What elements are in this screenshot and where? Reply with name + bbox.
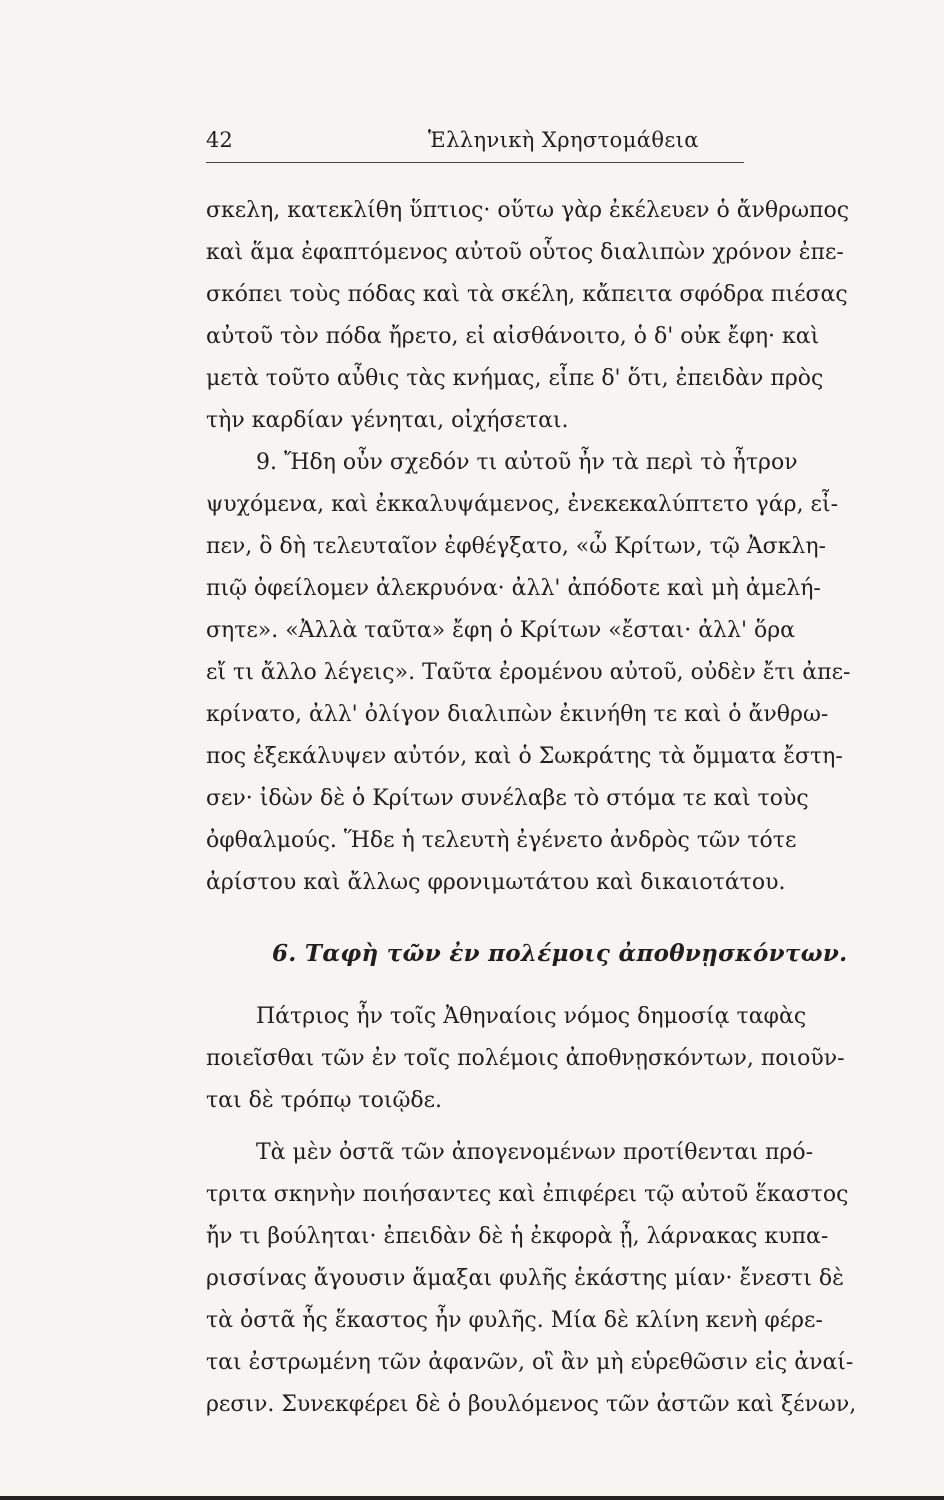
- text-line: αὐτοῦ τὸν πόδα ἤρετο, εἰ αἰσθάνοιτο, ὁ δ' οὐκ ἔφη· καὶ: [206, 324, 820, 349]
- text-line: σκελη, κατεκλίθη ὕπτιος· οὕτω γὰρ ἐκέλευεν ὁ ἄνθρωπος: [206, 198, 850, 223]
- text-line: κρίνατο, ἀλλ' ὀλίγον διαλιπὼν ἐκινήθη τε καὶ ὁ ἄνθρω-: [206, 702, 829, 727]
- section-heading: 6. Ταφὴ τῶν ἐν πολέμοις ἀποθνῃσκόντων.: [272, 940, 848, 967]
- text-line: πος ἐξεκάλυψεν αὐτόν, καὶ ὁ Σωκράτης τὰ ὄμματα ἔστη-: [206, 744, 843, 769]
- text-line: ται ἐστρωμένη τῶν ἀφανῶν, οἳ ἂν μὴ εὑρεθῶσιν εἰς ἀναί-: [206, 1350, 854, 1375]
- text-line: πεν, ὃ δὴ τελευταῖον ἐφθέγξατο, «ὦ Κρίτων, τῷ Ἀσκλη-: [206, 534, 826, 559]
- text-line: εἴ τι ἄλλο λέγεις». Ταῦτα ἐρομένου αὐτοῦ, οὐδὲν ἔτι ἀπε-: [206, 660, 851, 685]
- text-line: σκόπει τοὺς πόδας καὶ τὰ σκέλη, κἄπειτα σφόδρα πιέσας: [206, 282, 848, 307]
- page-bottom-edge: [0, 1496, 944, 1500]
- text-line: ἀρίστου καὶ ἄλλως φρονιμωτάτου καὶ δικαιοτάτου.: [206, 870, 786, 895]
- text-line: καὶ ἅμα ἐφαπτόμενος αὐτοῦ οὗτος διαλιπὼν χρόνον ἐπε-: [206, 240, 844, 265]
- text-line: πιῷ ὀφείλομεν ἀλεκρυόνα· ἀλλ' ἀπόδοτε καὶ μὴ ἀμελή-: [206, 576, 821, 601]
- text-line: τριτα σκηνὴν ποιήσαντες καὶ ἐπιφέρει τῷ αὐτοῦ ἕκαστος: [206, 1182, 849, 1207]
- text-line: 9. Ἤδη οὖν σχεδόν τι αὐτοῦ ἦν τὰ περὶ τὸ ἦτρον: [256, 450, 798, 475]
- text-line: ψυχόμενα, καὶ ἐκκαλυψάμενος, ἐνεκεκαλύπτετο γάρ, εἶ-: [206, 492, 839, 517]
- text-line: ρεσιν. Συνεκφέρει δὲ ὁ βουλόμενος τῶν ἀστῶν καὶ ξένων,: [206, 1392, 857, 1417]
- text-line: ἤν τι βούληται· ἐπειδὰν δὲ ἡ ἐκφορὰ ᾖ, λάρνακας κυπα-: [206, 1224, 829, 1249]
- text-line: σητε». «Ἀλλὰ ταῦτα» ἔφη ὁ Κρίτων «ἔσται· ἀλλ' ὅρα: [206, 618, 796, 643]
- text-line: τὰ ὀστᾶ ἧς ἕκαστος ἦν φυλῆς. Μία δὲ κλίνη κενὴ φέρε-: [206, 1308, 823, 1333]
- text-line: ὀφθαλμούς. Ἥδε ἡ τελευτὴ ἐγένετο ἀνδρὸς τῶν τότε: [206, 828, 797, 853]
- text-line: Τὰ μὲν ὀστᾶ τῶν ἀπογενομένων προτίθενται πρό-: [256, 1140, 814, 1165]
- text-line: ποιεῖσθαι τῶν ἐν τοῖς πολέμοις ἀποθνῃσκόντων, ποιοῦν-: [206, 1046, 845, 1071]
- running-title: Ἑλληνικὴ Χρηστομάθεια: [428, 128, 699, 152]
- text-line: ρισσίνας ἄγουσιν ἅμαξαι φυλῆς ἑκάστης μίαν· ἔνεστι δὲ: [206, 1266, 844, 1291]
- text-line: ται δὲ τρόπῳ τοιῷδε.: [206, 1088, 443, 1113]
- page-header: [206, 128, 744, 163]
- text-line: Πάτριος ἦν τοῖς Ἀθηναίοις νόμος δημοσίᾳ ταφὰς: [256, 1004, 807, 1029]
- text-line: μετὰ τοῦτο αὖθις τὰς κνήμας, εἶπε δ' ὅτι, ἐπειδὰν πρὸς: [206, 366, 824, 391]
- text-line: σεν· ἰδὼν δὲ ὁ Κρίτων συνέλαβε τὸ στόμα τε καὶ τοὺς: [206, 786, 809, 811]
- page-number: 42: [206, 128, 233, 152]
- text-line: τὴν καρδίαν γένηται, οἰχήσεται.: [206, 408, 569, 433]
